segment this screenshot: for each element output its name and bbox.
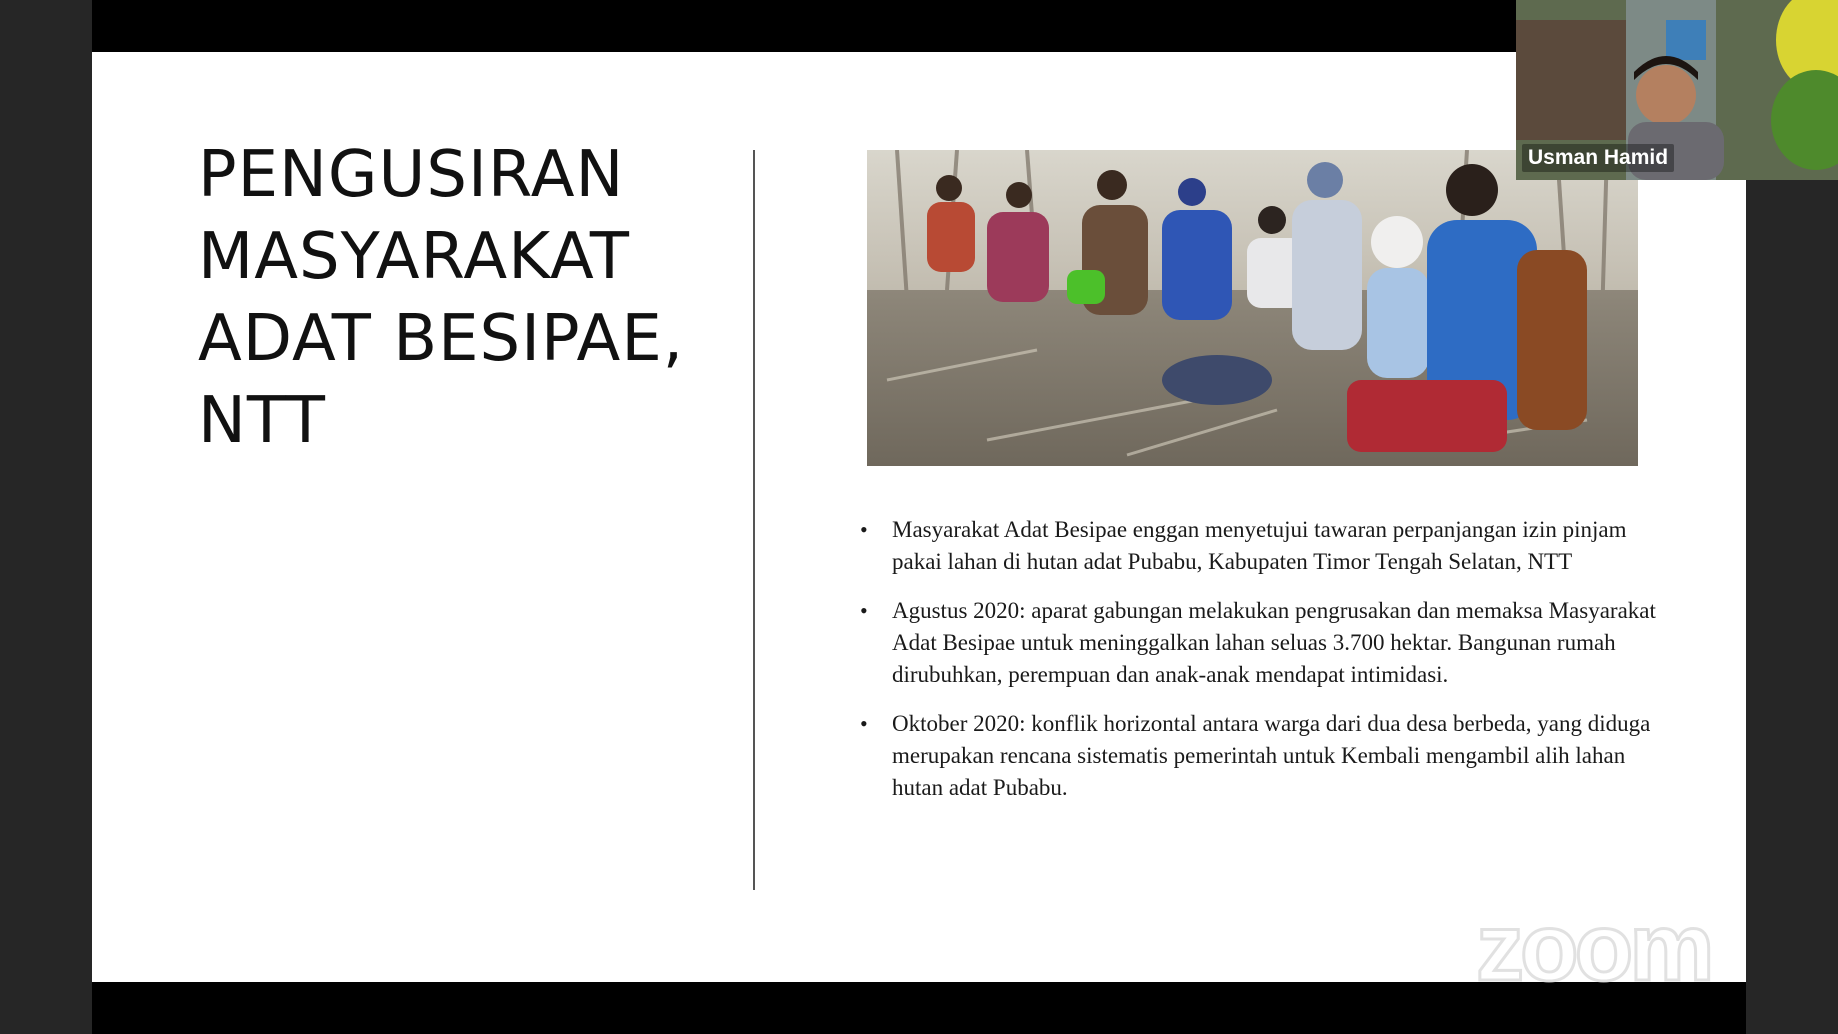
- left-gutter: [0, 0, 92, 1034]
- bullet-item: [860, 595, 1660, 691]
- bullet-dot: •: [860, 517, 868, 542]
- slide-bullet-list: [860, 514, 1660, 821]
- bullet-text: Agustus 2020: aparat gabungan melakukan pengrusakan dan memaksa Masyarakat Adat Besipae untuk meninggalkan lahan seluas 3.700 hektar. Bangunan rumah dirubuhkan, perempuan dan anak-anak mendapat intimidasi.: [892, 598, 1656, 687]
- bullet-item: [860, 708, 1660, 804]
- slide-photo: [867, 150, 1638, 466]
- participant-name-label: Usman Hamid: [1522, 144, 1674, 172]
- slide-title: PENGUSIRAN MASYARAKAT ADAT BESIPAE, NTT: [198, 138, 685, 458]
- community-photo-illustration: [867, 150, 1638, 466]
- slide-divider: [753, 150, 755, 890]
- bullet-text: Oktober 2020: konflik horizontal antara warga dari dua desa berbeda, yang diduga merupakan rencana sistematis pemerintah untuk Kembali mengambil alih lahan hutan adat Pubabu.: [892, 711, 1651, 800]
- bullet-item: [860, 514, 1660, 578]
- presentation-slide: [92, 52, 1746, 982]
- participant-video-tile[interactable]: [1516, 0, 1838, 180]
- bullet-dot: •: [860, 711, 868, 736]
- bullet-text: Masyarakat Adat Besipae enggan menyetujui tawaran perpanjangan izin pinjam pakai lahan di hutan adat Pubabu, Kabupaten Timor Tengah Selatan, NTT: [892, 517, 1627, 574]
- zoom-watermark: zoom: [1476, 894, 1711, 1001]
- bullet-dot: •: [860, 598, 868, 623]
